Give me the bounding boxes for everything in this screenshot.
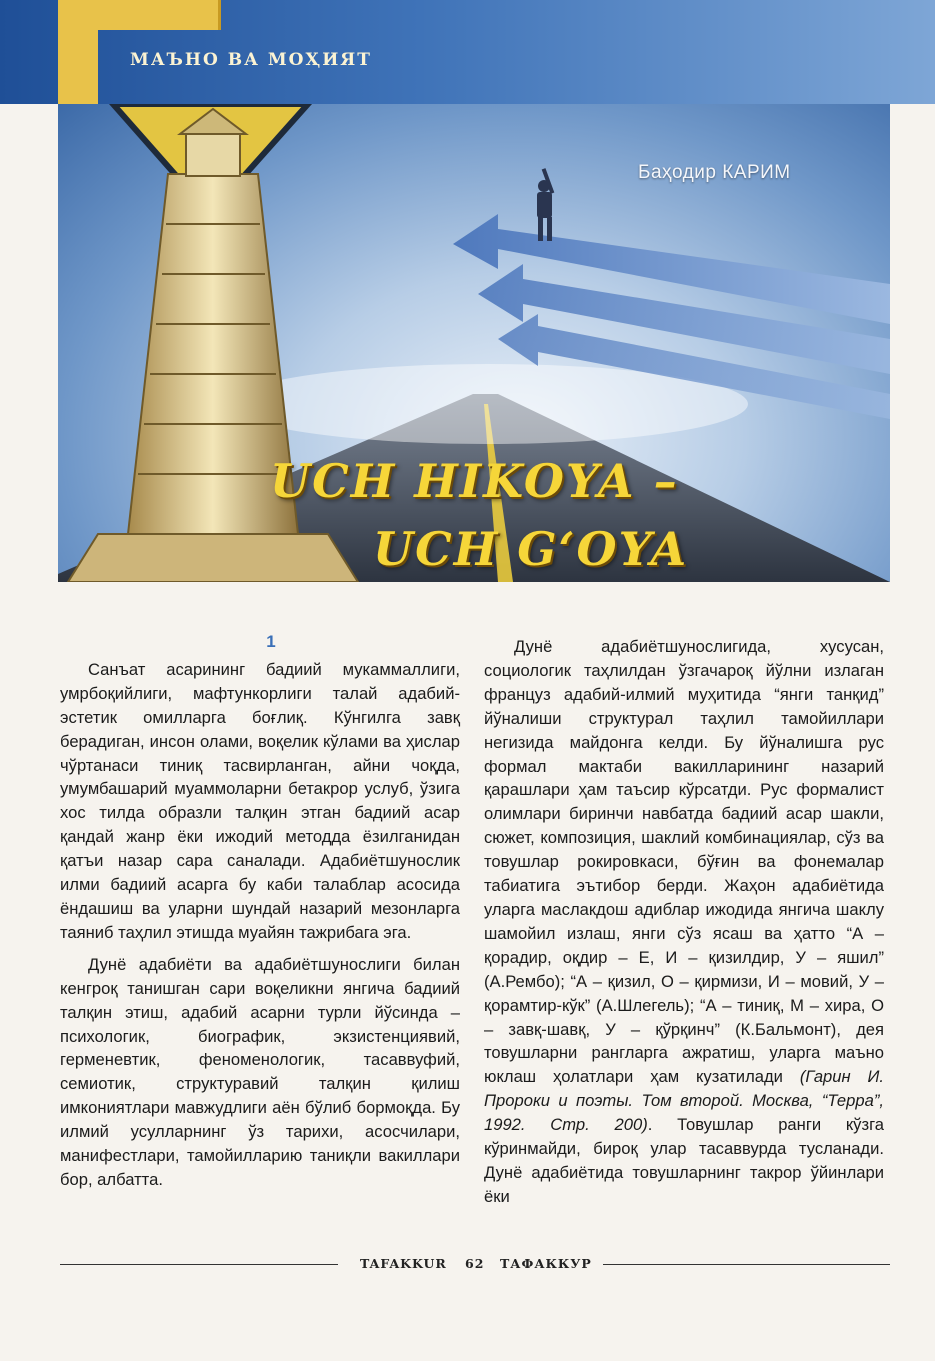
- citation: (Гарин И. Пророки и поэты. Том второй. Москва, “Терра”, 1992. Стр. 200): [484, 1067, 884, 1135]
- section-label: МАЪНО ВА МОҲИЯТ: [130, 50, 372, 70]
- hero-illustration: [58, 104, 890, 582]
- article-author: Баҳодир КАРИМ: [638, 162, 791, 183]
- paragraph: Дунё адабиёти ва адабиётшунослиги билан кенгроқ танишган сари воқеликни янгича бадиий талқин этиш, адабий асарни турли йўсинда – психологик, биографик, экзистенциявий, герменевтик, феноменологик, тасаввуфий, семиотик, структуравий талқин қилиш имкониятлари мавжудлиги аён бўлиб бормоқда. Бу илмий усулларнинг ўз тарихи, асосчилари, манифестлари, тамойилларию таниқли вакиллари бор, албатта.: [60, 954, 460, 1189]
- page-footer: [60, 1254, 890, 1274]
- article-title-line-2: UCH G‘OYA: [373, 522, 689, 576]
- header-corner-decoration: [58, 0, 221, 30]
- tower-base: [68, 534, 358, 582]
- paragraph-text: . Товушлар ранги кўзга кўринмайди, бироқ улар тасаввурда тусланади. Дунё адабиётида товушларнинг такрор ўйинлари ёки: [484, 1115, 885, 1206]
- article-column-left: [60, 630, 460, 1192]
- article-column-right: [484, 635, 884, 1209]
- section-number: 1: [266, 632, 276, 651]
- paragraph: [484, 635, 884, 1209]
- footer-magazine-latin: TAFAKKUR: [360, 1256, 447, 1271]
- article-title-line-1: UCH HIKOYA –: [270, 454, 679, 508]
- paragraph: Санъат асарининг бадиий мукаммаллиги, умрбоқийлиги, мафтункорлиги талай адабий-эстетик омилларга боғлиқ. Кўнгилга завқ берадиган, инсон олами, воқелик кўлами ва ҳислар чўртанаси тиниқ тасвирланган, айни чоқда, умумбашарий муаммоларни бетакрор услуб, ўзига хос тилда образли талқин этган бадиий асар қандай жанр ёки ижодий методда ёзилганидан қатъи назар сара саналади. Адабиётшунослик илми бадиий асарга бу каби талаблар асосида ёндашиш ва уларни шундай назарий мезонларга таяниб таҳлил этишда муайян тажрибага эга.: [60, 659, 460, 942]
- footer-rule-right: [603, 1264, 890, 1265]
- paragraph-text: Дунё адабиётшунослигида, хусусан, социологик таҳлилдан ўзгачароқ йўлни излаган француз адабий-илмий муҳитида “янги танқид” йўналиши структурал таҳлил тамойиллари негизида майдонга келди. Бу йўналишга рус формал мактаби вакилларининг назарий қарашлари ҳам таъсир кўрсатди. Рус формалист олимлари биринчи навбатда бадиий асар шакли, сюжет, композиция, шаклий комбинациялар, сўз ва товушлар рокировкаси, бўғин ва фонемалар табиатига эътибор берди. Жаҳон адабиётида уларга маслакдош адиблар ижодида янгича шаклу шамойил излаш, янги сўз ясаш ва ҳатто “А – қорадир, оқдир – Е, И – қизилдир, У – яшил” (А.Рембо); “А – қизил, О – қирмизи, И – мовий, У – қорамтир-кўк” (А.Шлегель); “А – тиниқ, М – хира, О – завқ-шавқ, У – қўрқинч” (К.Бальмонт), дея товушларни рангларга ажратиш, уларга маъно юклаш ҳолатлари ҳам кузатилади: [484, 637, 884, 1087]
- footer-magazine-cyrillic: ТАФАККУР: [500, 1256, 592, 1271]
- footer-rule-left: [60, 1264, 338, 1265]
- person-figure: [537, 168, 554, 241]
- page-number: 62: [465, 1256, 485, 1271]
